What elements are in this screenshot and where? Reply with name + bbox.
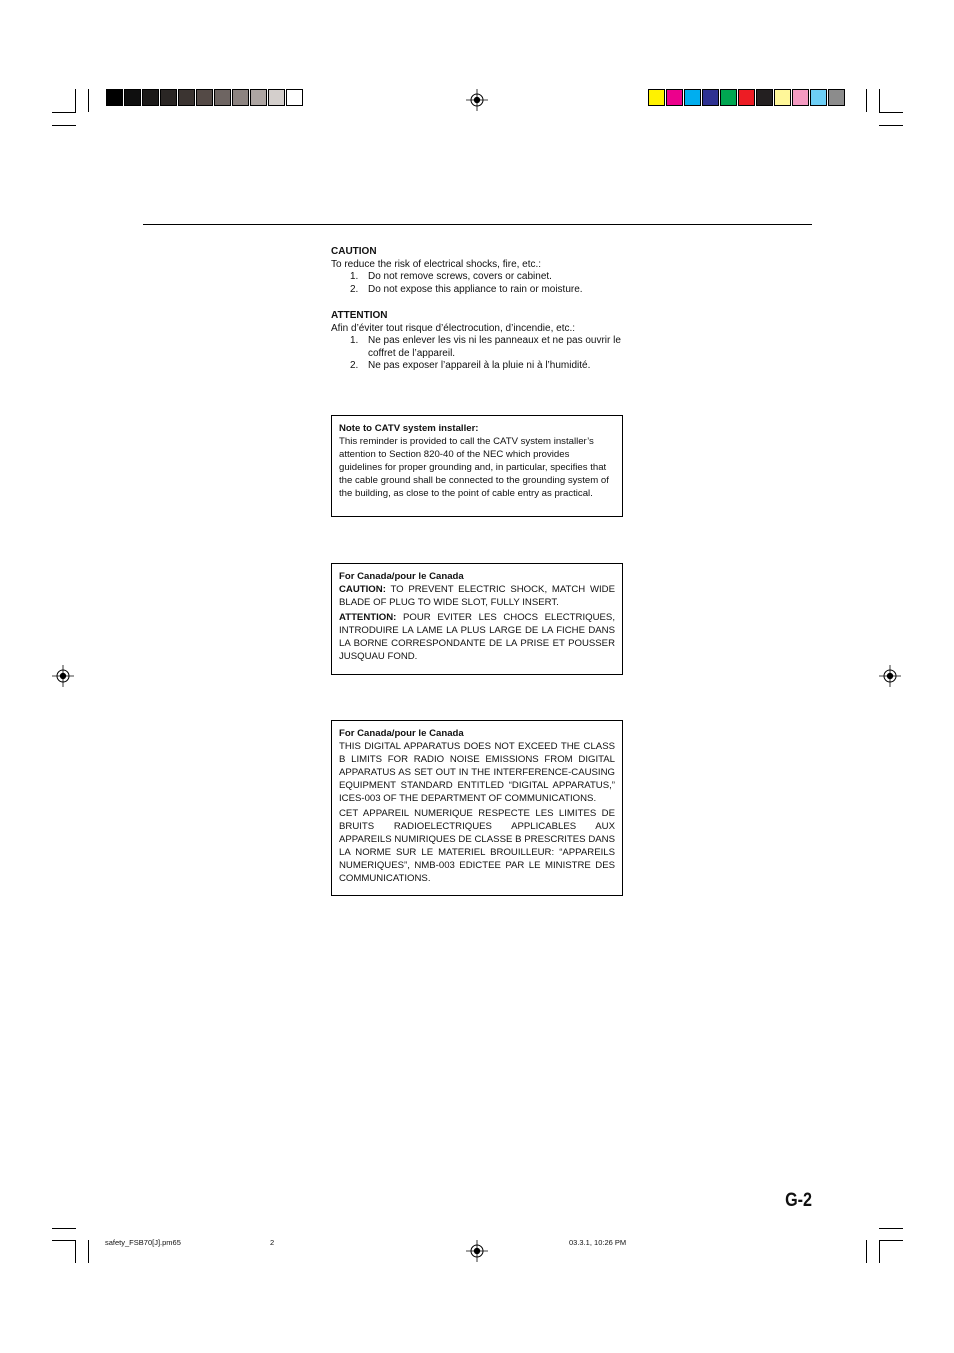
color-swatch [720, 89, 737, 106]
canada-emissions-fr: CET APPAREIL NUMERIQUE RESPECTE LES LIMITES DE BRUITS RADIOELECTRIQUES APPLICABLES AUX APPAREILS NUMIRIQUES DE CLASSE B PRESCRITES DANS LA NORME SUR LE MATERIEL BROUILLEUR: “APPAREILS NUMERIQUES”, NMB-003 EDICTEE PAR LE MINISTRE DES COMMUNICATIONS. [339, 808, 615, 884]
crop-mark [879, 1228, 903, 1229]
color-swatch [810, 89, 827, 106]
color-swatch [702, 89, 719, 106]
catv-note-box [331, 415, 623, 517]
caution-section [331, 246, 631, 296]
color-swatch [774, 89, 791, 106]
catv-body: This reminder is provided to call the CATV system installer’s attention to Section 820-40 of the NEC which provides guidelines for proper grounding and, in particular, specifies that the cable ground shall be connected to the grounding system of the building, as close to the point of cable entry as practical. [339, 436, 609, 499]
crop-mark [75, 89, 76, 112]
canada-title: For Canada/pour le Canada [339, 728, 464, 739]
registration-mark-icon [466, 1240, 488, 1262]
color-swatch [792, 89, 809, 106]
color-swatch [828, 89, 845, 106]
list-item: 1. Do not remove screws, covers or cabinet. [350, 271, 552, 283]
crop-mark [879, 1240, 880, 1263]
footer-datetime: 03.3.1, 10:26 PM [569, 1238, 627, 1247]
color-swatch [738, 89, 755, 106]
registration-mark-icon [466, 89, 488, 111]
crop-mark [879, 1240, 903, 1241]
canada-caution: CAUTION: TO PREVENT ELECTRIC SHOCK, MATCH WIDE BLADE OF PLUG TO WIDE SLOT, FULLY INSERT. [339, 584, 615, 608]
color-swatch [666, 89, 683, 106]
color-swatch [250, 89, 267, 106]
color-swatch [124, 89, 141, 106]
header-rule [143, 224, 812, 225]
attention-intro: Afin d’éviter tout risque d’électrocution, d’incendie, etc.: [331, 322, 576, 334]
crop-mark [52, 1240, 76, 1241]
canada-emissions-box [331, 720, 623, 896]
page-number: G-2 [785, 1190, 812, 1211]
caution-intro: To reduce the risk of electrical shocks, fire, etc.: [331, 258, 542, 270]
canada-attention: ATTENTION: POUR EVITER LES CHOCS ELECTRIQUES, INTRODUIRE LA LAME LA PLUS LARGE DE LA FICHE DANS LA BORNE CORRESPONDANTE DE LA PRISE ET POUSSER JUSQUAU FOND. [339, 612, 615, 662]
crop-mark [879, 112, 903, 113]
crop-mark [52, 1228, 76, 1229]
list-item: 1. Ne pas enlever les vis ni les panneaux et ne pas ouvrir le coffret de l’appareil. [350, 335, 621, 359]
caution-title: CAUTION [331, 246, 377, 257]
canada-emissions-en: THIS DIGITAL APPARATUS DOES NOT EXCEED THE CLASS B LIMITS FOR RADIO NOISE EMISSIONS FROM DIGITAL APPARATUS AS SET OUT IN THE INTERFERENCE-CAUSING EQUIPMENT STANDARD ENTITLED “DIGITAL APPARATUS,” ICES-003 OF THE DEPARTMENT OF COMMUNICATIONS. [339, 741, 615, 804]
registration-mark-icon [879, 665, 901, 687]
color-swatch [268, 89, 285, 106]
color-swatch [106, 89, 123, 106]
canada-title: For Canada/pour le Canada [339, 571, 464, 582]
color-swatch [142, 89, 159, 106]
crop-mark [88, 1240, 89, 1263]
color-swatch [160, 89, 177, 106]
color-swatch [286, 89, 303, 106]
crop-mark [866, 1240, 867, 1263]
catv-title: Note to CATV system installer: [339, 423, 479, 434]
registration-mark-icon [52, 665, 74, 687]
crop-mark [52, 125, 76, 126]
crop-mark [879, 125, 903, 126]
crop-mark [879, 89, 880, 112]
color-swatch [196, 89, 213, 106]
color-swatch [178, 89, 195, 106]
crop-mark [75, 1240, 76, 1263]
footer-page: 2 [270, 1238, 275, 1247]
crop-mark [52, 112, 76, 113]
color-swatch [214, 89, 231, 106]
crop-mark [866, 89, 867, 112]
attention-section [331, 310, 631, 373]
canada-plug-box [331, 563, 623, 675]
color-swatch [684, 89, 701, 106]
color-swatch [756, 89, 773, 106]
crop-mark [88, 89, 89, 112]
list-item: 2. Do not expose this appliance to rain or moisture. [350, 283, 583, 295]
footer-filename: safety_FSB70[J].pm65 [105, 1238, 181, 1247]
list-item: 2. Ne pas exposer l’appareil à la pluie ni à l’humidité. [350, 360, 591, 372]
color-swatch [648, 89, 665, 106]
color-swatch [232, 89, 249, 106]
attention-title: ATTENTION [331, 310, 388, 321]
